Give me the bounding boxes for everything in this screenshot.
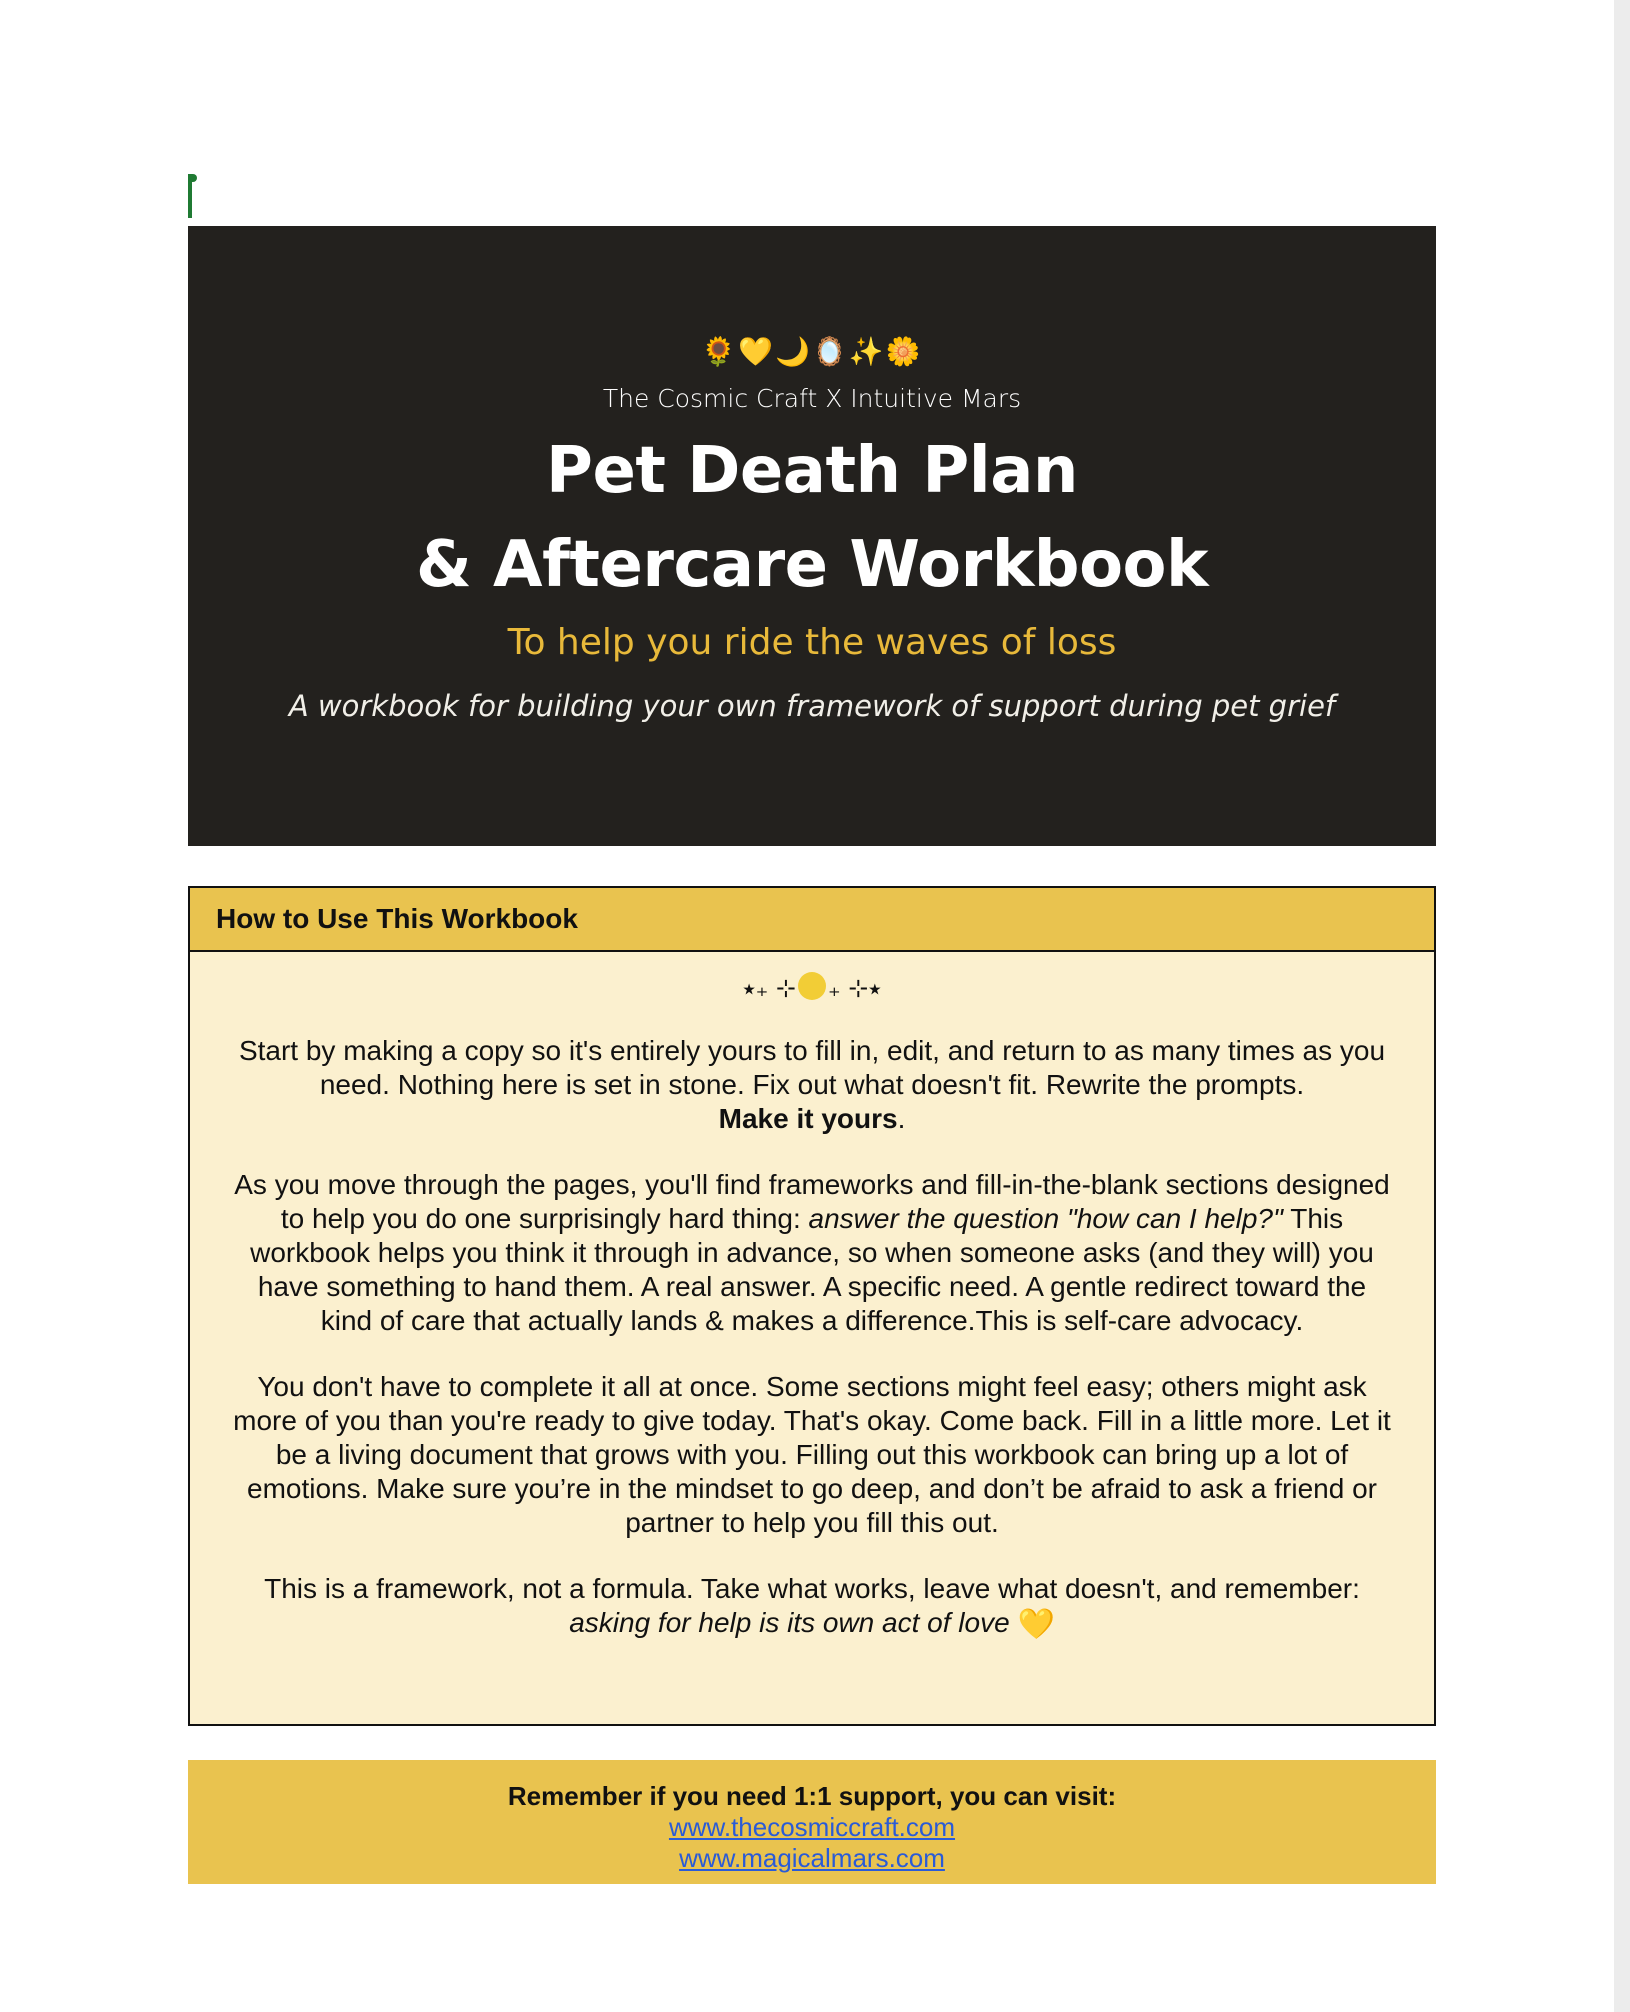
how-to-use-box	[188, 886, 1436, 1726]
tagline: To help you ride the waves of loss	[507, 622, 1117, 663]
moon-icon	[798, 972, 826, 1000]
brand-line: The Cosmic Craft X Intuitive Mars	[602, 384, 1022, 413]
paragraph-4-text: This is a framework, not a formula. Take what works, leave what doesn't, and remember:	[264, 1573, 1360, 1604]
paragraph-3: You don't have to complete it all at once. Some sections might feel easy; others might ask more of you than you're ready to give today. That's okay. Come back. Fill in a little more. Let it be a living document that grows with you. Filling out this workbook can bring up a lot of emotions. Make sure you’re in the mindset to go deep, and don’t be afraid to ask a friend or partner to help you fill this out.	[233, 1371, 1391, 1538]
how-to-use-header	[190, 888, 1434, 952]
link-magicalmars[interactable]: www.magicalmars.com	[679, 1843, 945, 1873]
paragraph-2-continued: This workbook helps you think it through in advance, so when someone asks (and they will) you have something to hand them. A real answer. A specific need. A gentle redirect toward the kind of care that actually lands & makes a difference.This is self-care advocacy.	[250, 1203, 1374, 1336]
link-thecosmiccraft[interactable]: www.thecosmiccraft.com	[668, 1812, 956, 1842]
paragraph-1-end: .	[897, 1103, 906, 1134]
text-cursor-marker	[188, 174, 192, 218]
how-to-use-body	[190, 952, 1434, 1642]
subtitle: A workbook for building your own framework of support during pet grief	[288, 689, 1336, 723]
paragraph-2-text: As you move through the pages, you'll find frameworks and fill-in-the-blank sections designed to help you do one surprisingly hard thing:	[234, 1169, 1390, 1234]
paragraph-1-text: Start by making a copy so it's entirely yours to fill in, edit, and return to as many times as you need. Nothing here is set in stone. Fix out what doesn't fit. Rewrite the prompts.	[238, 1035, 1386, 1100]
asking-for-help-text: asking for help is its own act of love	[569, 1607, 1010, 1638]
paragraph-1	[230, 1034, 1394, 1136]
support-banner	[188, 1760, 1436, 1884]
support-lead: Remember if you need 1:1 support, you can visit:	[507, 1781, 1117, 1811]
title-banner	[188, 226, 1436, 846]
sparkle-divider	[230, 970, 1394, 1006]
heart-icon: 💛	[1017, 1607, 1055, 1642]
page-edge-shade	[1614, 0, 1630, 2012]
paragraph-4	[230, 1572, 1394, 1642]
how-to-use-heading: How to Use This Workbook	[216, 903, 578, 934]
how-can-i-help-text: answer the question "how can I help?"	[808, 1203, 1283, 1234]
title-line-1: Pet Death Plan	[546, 434, 1078, 508]
emoji-row: 🌻💛🌙🪞✨🌼	[701, 335, 923, 368]
sparkles-left: ⭑₊ ⊹	[742, 974, 796, 1002]
paragraph-2	[230, 1168, 1394, 1338]
title-line-2: & Aftercare Workbook	[415, 528, 1209, 602]
make-it-yours-text: Make it yours	[718, 1103, 898, 1134]
sparkles-right: ₊ ⊹⭑	[828, 974, 882, 1002]
